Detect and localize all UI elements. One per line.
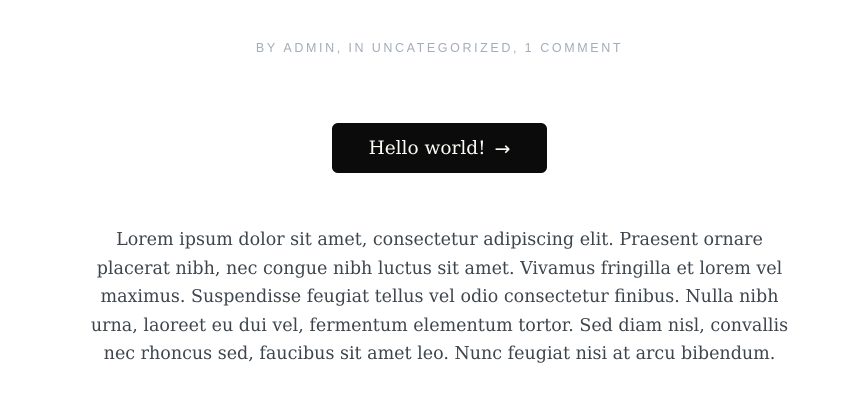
content-column bbox=[70, 0, 810, 369]
hello-world-button-label: Hello world! bbox=[368, 137, 486, 159]
button-row bbox=[70, 123, 810, 173]
arrow-right-icon: → bbox=[494, 137, 511, 160]
category-link[interactable]: UNCATEGORIZED, bbox=[371, 41, 520, 55]
hello-world-button[interactable] bbox=[332, 123, 547, 173]
meta-by-label: BY bbox=[255, 41, 278, 55]
author-link[interactable]: ADMIN, bbox=[283, 41, 343, 55]
post-body-paragraph: Lorem ipsum dolor sit amet, consectetur adipiscing elit. Praesent ornare placerat nibh, nec congue nibh luctus sit amet. Vivamus fringilla et lorem vel maximus. Suspendisse feugiat tellus vel odio consectetur finibus. Nulla nibh urna, laoreet eu dui vel, fermentum elementum tortor. Sed diam nisl, convallis nec rhoncus sed, faucibus sit amet leo. Nunc feugiat nisi at arcu bibendum. bbox=[90, 230, 789, 365]
post-meta bbox=[70, 41, 810, 55]
comments-link[interactable]: 1 COMMENT bbox=[524, 41, 624, 55]
meta-in-label: IN bbox=[348, 41, 367, 55]
